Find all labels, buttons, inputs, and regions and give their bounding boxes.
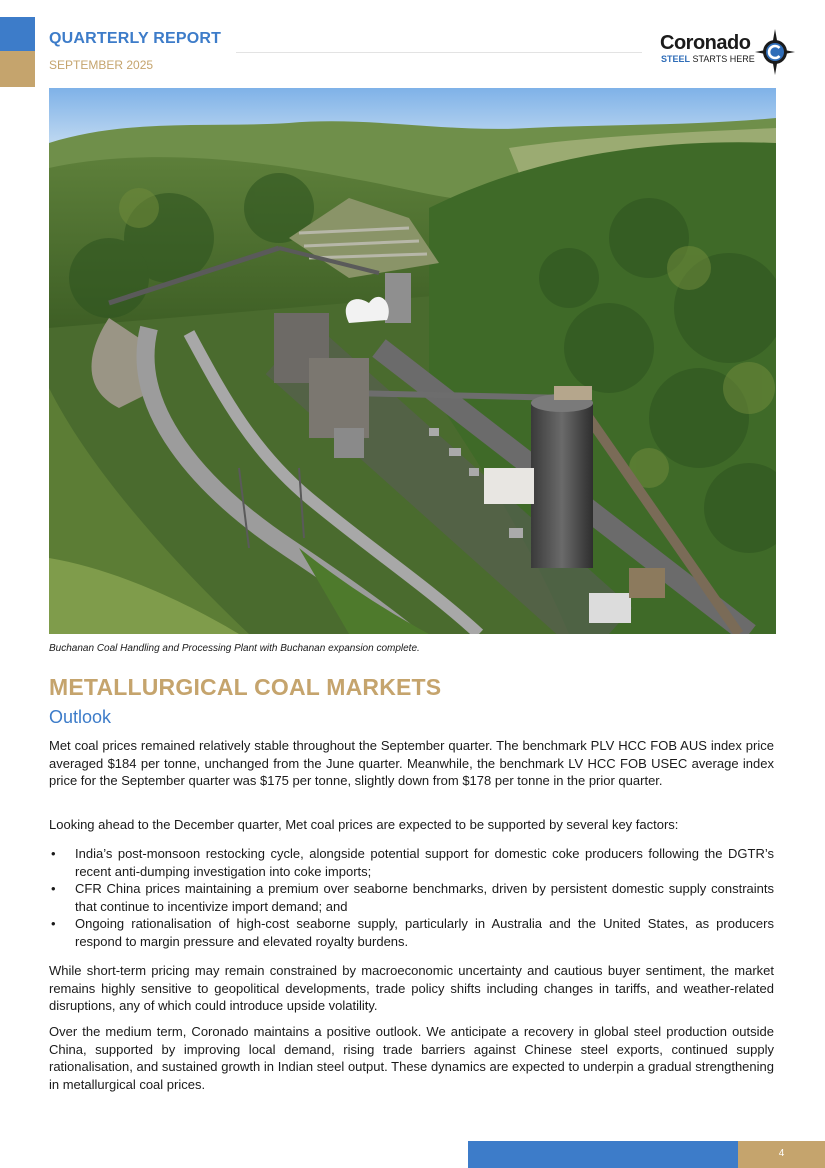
factors-list [49, 845, 774, 950]
paragraph: Met coal prices remained relatively stable throughout the September quarter. The benchmark PLV HCC FOB AUS index price averaged $184 per tonne, unchanged from the June quarter. Meanwhile, the benchmark LV HCC FOB USEC average index price for the September quarter was $175 per tonne, slightly down from $178 per tonne in the prior quarter. [49, 738, 774, 788]
paragraph: Over the medium term, Coronado maintains a positive outlook. We anticipate a recovery in global steel production outside China, supported by improving local demand, rising trade barriers against Chinese steel exports, continued supply rationalisation, and sustained growth in Indian steel output. These dynamics are expected to underpin a gradual strengthening in metallurgical coal prices. [49, 1024, 774, 1092]
header-divider [236, 52, 642, 53]
list-item-text: India’s post-monsoon restocking cycle, alongside potential support for domestic coke producers following the DGTR’s recent anti-dumping investigation into coke imports; [75, 846, 774, 879]
paragraph: While short-term pricing may remain constrained by macroeconomic uncertainty and cautious buyer sentiment, the market remains highly sensitive to geopolitical developments, trade policy shifts including changes in tariffs, and weather-related disruptions, any of which could introduce upside volatility. [49, 963, 774, 1013]
coronado-logo [660, 28, 795, 76]
list-item [49, 915, 774, 950]
list-item-text: CFR China prices maintaining a premium over seaborne benchmarks, driven by persistent domestic supply constraints that continue to incentivize import demand; and [75, 881, 774, 914]
paragraph: Looking ahead to the December quarter, Met coal prices are expected to be supported by several key factors: [49, 817, 679, 832]
header-accent-tan [0, 51, 35, 87]
plant-aerial-photo [49, 88, 776, 634]
bullet-icon: • [51, 846, 56, 861]
list-item [49, 845, 774, 880]
logo-tagline-rest: STARTS HERE [692, 54, 755, 64]
footer-bar-blue [468, 1141, 738, 1168]
report-date: SEPTEMBER 2025 [49, 58, 154, 72]
page-number: 4 [778, 1148, 785, 1159]
bullet-icon: • [51, 916, 56, 931]
logo-tagline-bold: STEEL [661, 54, 691, 64]
logo-tagline [661, 54, 755, 64]
header-accent-blue [0, 17, 35, 51]
report-title: QUARTERLY REPORT [49, 30, 222, 47]
list-item-text: Ongoing rationalisation of high-cost seaborne supply, particularly in Australia and the United States, as producers respond to margin pressure and elevated royalty burdens. [75, 916, 774, 949]
bullet-icon: • [51, 881, 56, 896]
section-title: METALLURGICAL COAL MARKETS [49, 674, 442, 700]
logo-wordmark: Coronado [660, 32, 751, 54]
photo-caption: Buchanan Coal Handling and Processing Plant with Buchanan expansion complete. [49, 643, 420, 654]
compass-icon [754, 28, 796, 76]
list-item [49, 880, 774, 915]
section-subtitle: Outlook [49, 707, 112, 727]
